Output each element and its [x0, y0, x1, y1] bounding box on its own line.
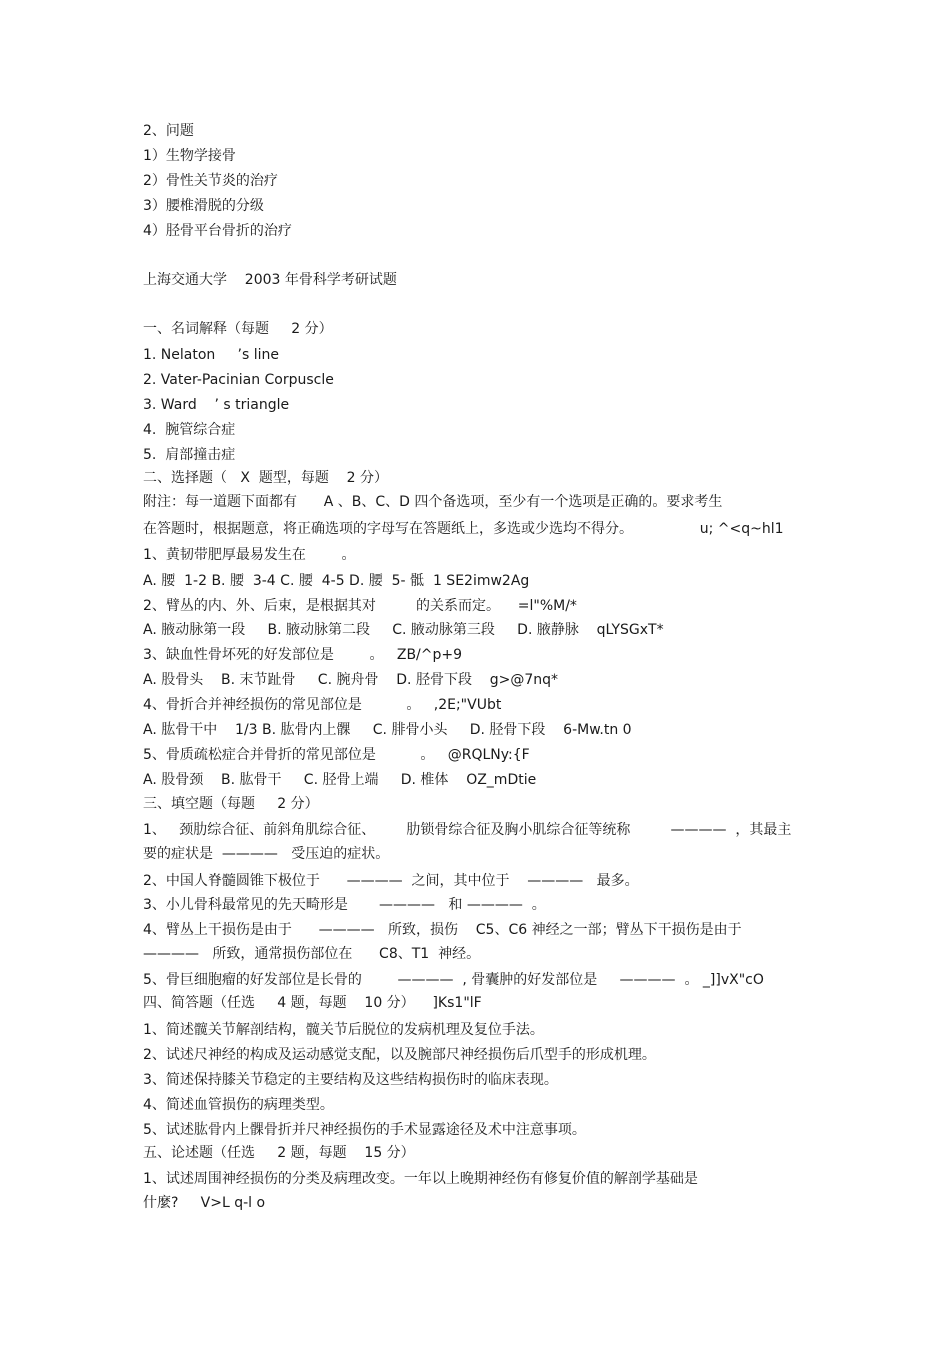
text-line: 4、骨折合并神经损伤的常见部位是 。 ,2E;"VUbt	[143, 697, 502, 713]
text-line: 2、试述尺神经的构成及运动感觉支配，以及腕部尺神经损伤后爪型手的形成机理。	[143, 1047, 656, 1063]
text-line: 3、缺血性骨坏死的好发部位是 。 ZB/^p+9	[143, 647, 463, 663]
text-line: 5、试述肱骨内上髁骨折并尺神经损伤的手术显露途径及术中注意事项。	[143, 1122, 586, 1138]
text-line: 2、臂丛的内、外、后束，是根据其对 的关系而定。 =l"%M/*	[143, 598, 577, 614]
text-line: 4、臂丛上干损伤是由于 ———— 所致，损伤 C5、C6 神经之一部；臂丛下干损伤是由于	[143, 922, 742, 938]
text-line: A. 腰 1-2 B. 腰 3-4 C. 腰 4-5 D. 腰 5- 骶 1 SE2imw2Ag	[143, 573, 530, 589]
text-line: 2. Vater-Pacinian Corpuscle	[143, 372, 334, 388]
text-line: A. 股骨头 B. 末节趾骨 C. 腕舟骨 D. 胫骨下段 g>@7nq*	[143, 672, 559, 688]
text-line: 3、小儿骨科最常见的先天畸形是 ———— 和 ———— 。	[143, 897, 546, 913]
text-line: 四、简答题（任选 4 题，每题 10 分） ]Ks1"lF	[143, 995, 482, 1011]
text-line: 1、试述周围神经损伤的分类及病理改变。一年以上晚期神经伤有修复价值的解剖学基础是	[143, 1171, 698, 1187]
text-line: 1）生物学接骨	[143, 148, 236, 164]
text-line: A. 腋动脉第一段 B. 腋动脉第二段 C. 腋动脉第三段 D. 腋静脉 qLYSGxT*	[143, 622, 664, 638]
text-line: 5、骨质疏松症合并骨折的常见部位是 。 @RQLNy:{F	[143, 747, 530, 763]
text-line: 5. 肩部撞击症	[143, 447, 236, 463]
text-line: 二、选择题（ X 题型，每题 2 分）	[143, 470, 388, 486]
text-line: 附注：每一道题下面都有 A 、B、C、D 四个备选项，至少有一个选项是正确的。要求考生	[143, 494, 723, 510]
text-line: 1、 颈肋综合征、前斜角肌综合征、 肋锁骨综合征及胸小肌综合征等统称 ———— ，其最主	[143, 822, 792, 838]
text-line: 2、中国人脊髓圆锥下极位于 ———— 之间，其中位于 ———— 最多。	[143, 873, 639, 889]
text-line: 上海交通大学 2003 年骨科学考研试题	[143, 272, 397, 288]
text-line: 3. Ward ’ s triangle	[143, 397, 290, 413]
text-line: 2）骨性关节炎的治疗	[143, 173, 278, 189]
text-line: 1、黄韧带肥厚最易发生在 。	[143, 547, 356, 563]
text-line: 一、名词解释（每题 2 分）	[143, 321, 333, 337]
text-line: 5、骨巨细胞瘤的好发部位是长骨的 ———— , 骨囊肿的好发部位是 ———— 。 _]]vX"cO	[143, 972, 764, 988]
text-line: 1. Nelaton ’s line	[143, 347, 280, 363]
text-line: 2、问题	[143, 123, 194, 139]
text-line: 4、简述血管损伤的病理类型。	[143, 1097, 334, 1113]
text-line: 3）腰椎滑脱的分级	[143, 198, 264, 214]
text-line: 1、简述髋关节解剖结构，髋关节后脱位的发病机理及复位手法。	[143, 1022, 544, 1038]
text-line: 要的症状是 ———— 受压迫的症状。	[143, 846, 390, 862]
text-line: 三、填空题（每题 2 分）	[143, 796, 319, 812]
text-line: 什麼? V>L q-l o	[143, 1195, 266, 1211]
text-line: A. 肱骨干中 1/3 B. 肱骨内上髁 C. 腓骨小头 D. 胫骨下段 6-Mw.tn 0	[143, 722, 632, 738]
text-line: 在答题时，根据题意，将正确选项的字母写在答题纸上，多选或少选均不得分。 u; ^<q~hl1	[143, 521, 784, 537]
text-line: 4）胫骨平台骨折的治疗	[143, 223, 292, 239]
text-line: 五、论述题（任选 2 题，每题 15 分）	[143, 1145, 415, 1161]
text-line: A. 股骨颈 B. 肱骨干 C. 胫骨上端 D. 椎体 OZ_mDtie	[143, 772, 537, 788]
text-line: ———— 所致，通常损伤部位在 C8、T1 神经。	[143, 946, 481, 962]
text-line: 4. 腕管综合症	[143, 422, 236, 438]
text-line: 3、简述保持膝关节稳定的主要结构及这些结构损伤时的临床表现。	[143, 1072, 558, 1088]
